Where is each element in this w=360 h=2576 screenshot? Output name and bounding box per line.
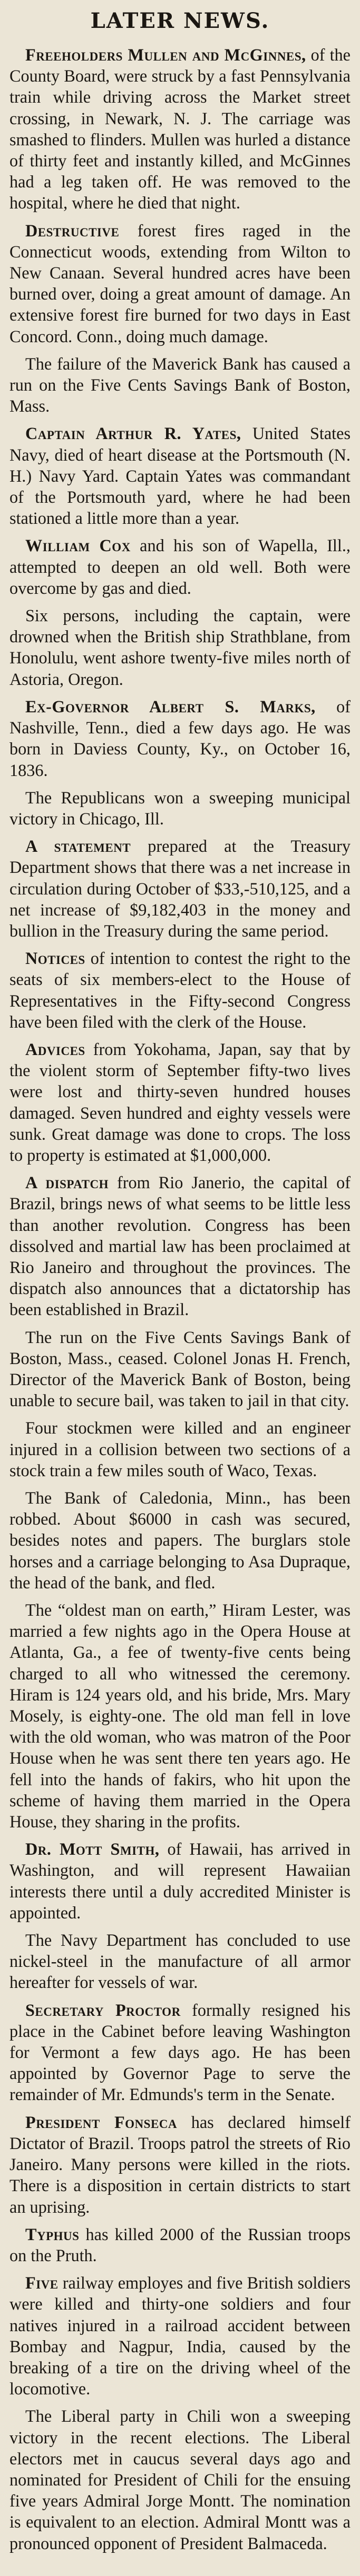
news-item — [9, 1327, 351, 1411]
news-item-text: Six persons, including the captain, were drowned when the British ship Strathblane, from Honolulu, went ashore twenty-five miles north of Astoria, Oregon. — [9, 606, 351, 689]
news-item-text: The failure of the Maverick Bank has caused a run on the Five Cents Savings Bank of Boston, Mass. — [9, 354, 351, 416]
news-item — [9, 44, 351, 214]
news-item-text: of the County Board, were struck by a fast Pennsylvania train while driving across the Market street crossing, in Newark, N. J. The carriage was smashed to flinders. Mullen was hurled a distance of thirty feet and instantly killed, and McGinnes had a leg taken off. He was removed to the hospital, where he died that night. — [9, 45, 351, 213]
news-item — [9, 220, 351, 347]
news-item-text: of Nashville, Tenn., died a few days ago. He was born in Daviess County, Ky., on October 16, 1836. — [9, 697, 351, 780]
news-item-lead: Captain Arthur R. Yates, — [25, 424, 241, 443]
news-item — [9, 605, 351, 690]
news-item — [9, 2000, 351, 2105]
news-item-lead: Freeholders Mullen and McGinnes, — [25, 45, 306, 64]
news-item — [9, 696, 351, 781]
news-item-lead: Five — [25, 2273, 59, 2293]
news-item-text: prepared at the Treasury Department shows that there was a net increase in circulation during October of $33,-510,125, and a net increase of $9,182,403 in the money and bullion in the Treasury during the same period. — [9, 837, 351, 940]
news-item — [9, 423, 351, 529]
news-item-text: of Hawaii, has arrived in Washington, and will represent Hawaiian interests there until a duly accredited Minister is appointed. — [9, 1839, 351, 1922]
news-item-text: forest fires raged in the Connecticut woods, extending from Wilton to New Canaan. Several hundred acres have been burned over, doing a great amount of damage. An extensive forest fire burned for two days in East Concord. Conn., doing much damage. — [9, 221, 351, 346]
news-item — [9, 1417, 351, 1481]
news-item-lead: A statement — [25, 837, 131, 856]
news-item — [9, 1599, 351, 1832]
news-item-text: and his son of Wapella, Ill., attempted to deepen an old well. Both were overcome by gas and died. — [9, 536, 351, 598]
news-item-lead: William Cox — [25, 536, 131, 555]
news-item-lead: A dispatch — [25, 1173, 109, 1192]
news-item-text: United States Navy, died of heart disease at the Portsmouth (N. H.) Navy Yard. Captain Yates was commandant of the Portsmouth yard, where he had been stationed a little more than a year. — [9, 424, 351, 528]
news-item-text: Four stockmen were killed and an engineer injured in a collision between two sections of a stock train a few miles south of Waco, Texas. — [9, 1418, 351, 1480]
news-item-text: The run on the Five Cents Savings Bank of Boston, Mass., ceased. Colonel Jonas H. French, Director of the Maverick Bank of Boston, being unable to secure bail, was taken to jail in that city. — [9, 1327, 351, 1410]
news-item-lead: Destructive — [25, 221, 120, 240]
news-items — [9, 44, 351, 2554]
news-item-lead: Advices — [25, 1039, 85, 1059]
news-item-text: has declared himself Dictator of Brazil. Troops patrol the streets of Rio Janeiro. Many persons were killed in the riots. There is a disposition in certain districts to start an uprising. — [9, 2112, 351, 2216]
news-item — [9, 1487, 351, 1593]
news-item-text: The “oldest man on earth,” Hiram Lester, was married a few nights ago in the Opera House at Atlanta, Ga., a fee of twenty-five cents being charged to all who witnessed the ceremony. Hiram is 124 years old, and his bride, Mrs. Mary Mosely, is eighty-one. The old man fell in love with the old woman, who was matron of the Poor House when he was sent there ten years ago. He fell into the hands of fakirs, who hit upon the scheme of having them married in the Opera House, they sharing in the profits. — [9, 1600, 351, 1832]
news-item — [9, 2405, 351, 2553]
news-item-lead: President Fonseca — [25, 2112, 178, 2132]
news-item-text: from Rio Janerio, the capital of Brazil, brings news of what seems to be little less than another revolution. Congress has been dissolved and martial law has been proclaimed at Rio Janeiro and throughout the provinces. The dispatch also announces that a dictatorship has been established in Brazil. — [9, 1173, 351, 1319]
news-item-text: The Republicans won a sweeping municipal victory in Chicago, Ill. — [9, 788, 351, 828]
news-item-text: The Bank of Caledonia, Minn., has been robbed. About $6000 in cash was secured, besides notes and papers. The burglars stole horses and a carriage belonging to Asa Dupraque, the head of the bank, and fled. — [9, 1488, 351, 1592]
news-item-text: formally resigned his place in the Cabinet before leaving Washington for Vermont a few days ago. He has been appointed by Governor Page to serve the remainder of Mr. Edmunds's term in the Senate. — [9, 2000, 351, 2104]
news-item-lead: Typhus — [25, 2224, 80, 2244]
news-item-text: The Liberal party in Chili won a sweeping victory in the recent elections. The Liberal electors met in caucus several days ago and nominated for President of Chili for the ensuing five years Admiral Jorge Montt. The nomination is equivalent to an election. Admiral Montt was a pronounced opponent of President Balmaceda. — [9, 2406, 351, 2553]
news-item-lead: Ex-Governor Albert S. Marks, — [25, 697, 316, 716]
news-item — [9, 948, 351, 1032]
news-item-lead: Dr. Mott Smith, — [25, 1839, 160, 1859]
news-item — [9, 1838, 351, 1923]
column-headline: LATER NEWS. — [90, 8, 270, 33]
news-item — [9, 2224, 351, 2266]
news-item — [9, 353, 351, 417]
news-item — [9, 535, 351, 599]
news-item — [9, 2112, 351, 2217]
news-item-lead: Secretary Proctor — [25, 2000, 181, 2020]
news-item — [9, 1039, 351, 1166]
news-item — [9, 1172, 351, 1320]
news-item-text: The Navy Department has concluded to use nickel-steel in the manufacture of all armor hereafter for vessels of war. — [9, 1931, 351, 1992]
news-item-lead: Notices — [25, 949, 85, 968]
news-item-text: from Yokohama, Japan, say that by the violent storm of September fifty-two lives were lost and thirty-seven hundred houses damaged. Seven hundred and eighty vessels were sunk. Great damage was done to crops. The loss to property is estimated at $1,000,000. — [9, 1039, 351, 1165]
news-item-text: railway employes and five British soldiers were killed and thirty-one soldiers and four natives injured in a railroad accident between Bombay and Nagpur, India, caused by the breaking of a tire on the driving wheel of the locomotive. — [9, 2273, 351, 2399]
news-item — [9, 1929, 351, 1993]
news-item — [9, 787, 351, 829]
news-item — [9, 836, 351, 941]
news-item-text: of intention to contest the right to the seats of six members-elect to the House of Representatives in the Fifty-second Congress have been filed with the clerk of the House. — [9, 949, 351, 1031]
news-item — [9, 2272, 351, 2399]
news-item-text: has killed 2000 of the Russian troops on the Pruth. — [9, 2224, 351, 2265]
